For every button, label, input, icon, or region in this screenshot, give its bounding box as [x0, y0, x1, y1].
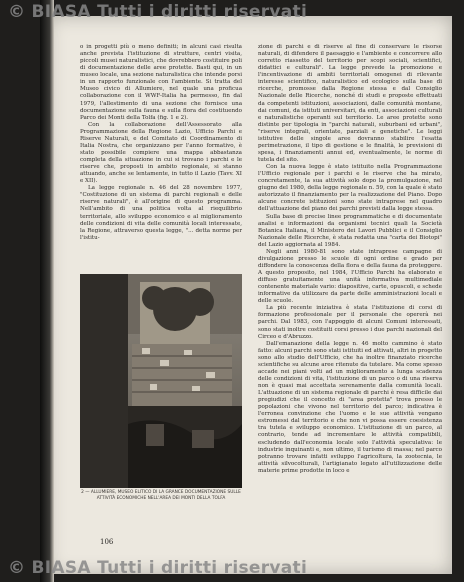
museum-photograph [80, 274, 242, 488]
paragraph: Con la nuova legge è stato istituito nella Programmazione l'Ufficio regionale per i parchi e le riserve che ha mirato, concretamente, la sua attività solo dopo la promulgazione, nel giugno del 1980, della legge regionale n. 59, con la quale è stato autorizzato il finanziamento per la realizzazione del Piano. Dopo alcune concrete istituzioni sono state intraprese nel quadro dell'attuazione del piano dei parchi previsti dalla legge stessa. [258, 164, 442, 213]
figure-caption: 2 — ALLUMIERE, MUSEO ELITICO DI LA GRANCE DOCUMENTAZIONE SULLE ATTIVITÀ ECONOMICHE NELL'AREA DEI MONTI DELLA TOLFA [81, 490, 241, 501]
paragraph: Con la collaborazione dell'Assessorato alla Programmazione della Regione Lazio, Ufficio Parchi e Riserve Naturali, e del Comitato di Coordinamento di Italia Nostra, che organizzano per l'anno formativo, è stato possibile compiere una mappa abbastanza completa della situazione in cui si trovano i parchi e le riserve che, proposti in ambito regionale, si stanno attuando, anche se lentamente, in tutto il Lazio (Tavv. XI e XII). [80, 121, 242, 185]
paragraph: Dall'emanazione della legge n. 46 molto cammino è stato fatto: alcuni parchi sono stati istituiti ed attivati, altri in progetto sono allo studio dell'Ufficio, che ha inoltre finanziato ricerche scientifiche su alcune aree ritenute da tutelare. Ma come spesso accade nei piani volti ad un miglioramento a lunga scadenza delle condizioni di vita, l'istituzione di un parco o di una riserva non è quasi mai accettata serenamente dalla comunità locali. L'attuazione di un sistema regionale di parchi è resa difficile dai pregiudizi che il concetto di "area protetta" trova presso le popolazioni che vivono nel territorio del parco; indicativa è l'erronea convinzione che l'uomo e le sue attività vengano estromessi dal territorio e che non vi possa essere coesistenza tra tutela e sviluppo economico. L'istituzione di un parco, al contrario, tende ad incrementare le attività compatibili, escludendo dall'economia locale solo l'attività speculativa: le industrie inquinanti e, non ultimo, il turismo di massa; nel parco potranno trovare infatti sviluppo l'agricoltura, la zootecnia, le attività silvocolturali, l'artigianato legato all'utilizzazione delle materie prime prodotte in loco e [258, 340, 442, 474]
paragraph: La più recente iniziativa è stata l'istituzione di corsi di formazione professionale per il personale che opererà nei parchi. Dal 1983, con l'appoggio di alcuni Comuni interessati, sono stati inoltre costituiti corsi presso i due parchi nazionali del Circeo e d'Abruzzo. [258, 305, 442, 340]
paragraph: Negli anni 1980-81 sono state intraprese campagne di divulgazione presso le scuole di ogni ordine e grado per diffondere la conoscenza della flora e della fauna da proteggere. A questo proposito, nel 1984, l'Ufficio Parchi ha elaborato e diffuso gratuitamente una unità informativa multimediale contenente materiale vario: diapositive, carte, opuscoli, e schede informative da utilizzare da parte delle amministrazioni locali e delle scuole. [258, 248, 442, 305]
right-text-column [258, 44, 442, 475]
watermark-bottom: © BIASA Tutti i diritti riservati [8, 558, 308, 578]
paragraph: Sulla base di precise linee programmatiche e di documentate analisi e informazioni da organismi tecnici quali la Società Botanica Italiana, il Ministero dei Lavori Pubblici e il Consiglio Nazionale delle Ricerche, è stata redatta una "carta dei Biotopi" del Lazio aggiornata al 1984. [258, 213, 442, 248]
watermark-top: © BIASA Tutti i diritti riservati [8, 2, 308, 22]
paragraph: zione di parchi e di riserve al fine di conservare le risorse naturali, di difendere il paesaggio e l'ambiente e concorrere allo corretto riassetto del territorio per scopi sociali, scientifici, didattici e culturali". La legge prevede la promozione e l'incentivazione di ambiti territoriali omogenei di rilevante interesse scientifico, naturalistico ed ecologico sulla base di ricerche, promosse dalla Regione stessa e dal Consiglio Nazionale delle Ricerche, nonché di studi e proposte effettuati da competenti istituzioni, associazioni, dalle comunità montane, dai comuni, da istituti universitari, da enti, associazioni culturali e naturalistiche operanti sul territorio. Le aree protette sono distinte per tipologia in "parchi naturali, suburbani ed urbani", "riserve integrali, orientate, parziali e genetiche". Le leggi istitutive delle singole aree dovranno stabilire l'esatta perimetrazione, il tipo di gestione e le finalità, le previsioni di spesa, i finanziamenti annui ed, eventualmente, le norme di tutela del sito. [258, 44, 442, 163]
paragraph: o in progetti più o meno definiti; in alcuni casi risulta anche prevista l'istituzione di strutture, centri visita, piccoli musei naturalistici, che dovrebbero costituire poli di documentazione delle aree protette. Basti qui, in un museo locale, una sezione naturalistica che intende porsi in un rapporto funzionale con l'ambiente. Si tratta del Museo civico di Allumiere, nel quale una proficua collaborazione con il WWF-Italia ha permesso, fin dal 1979, l'allestimento di una sezione che fornisce una documentazione sulla fauna e sulla flora del costituendo Parco dei Monti della Tolfa (fig. 1 e 2). [80, 44, 242, 121]
page-number: 106 [100, 538, 114, 546]
binding-shadow [40, 0, 54, 582]
photo-image [80, 274, 242, 488]
left-text-column [80, 44, 242, 242]
paragraph: La legge regionale n. 46 del 28 novembre 1977, "Costituzione di un sistema di parchi regionali e delle riserve naturali", è all'origine di questo programma. Nell'ambito di una politica volta al riequilibrio territoriale, allo sviluppo economico e al miglioramento delle condizioni di vita delle comunità locali interessate, la Regione, attraverso questa legge, "... detta norme per l'istitu- [80, 185, 242, 241]
